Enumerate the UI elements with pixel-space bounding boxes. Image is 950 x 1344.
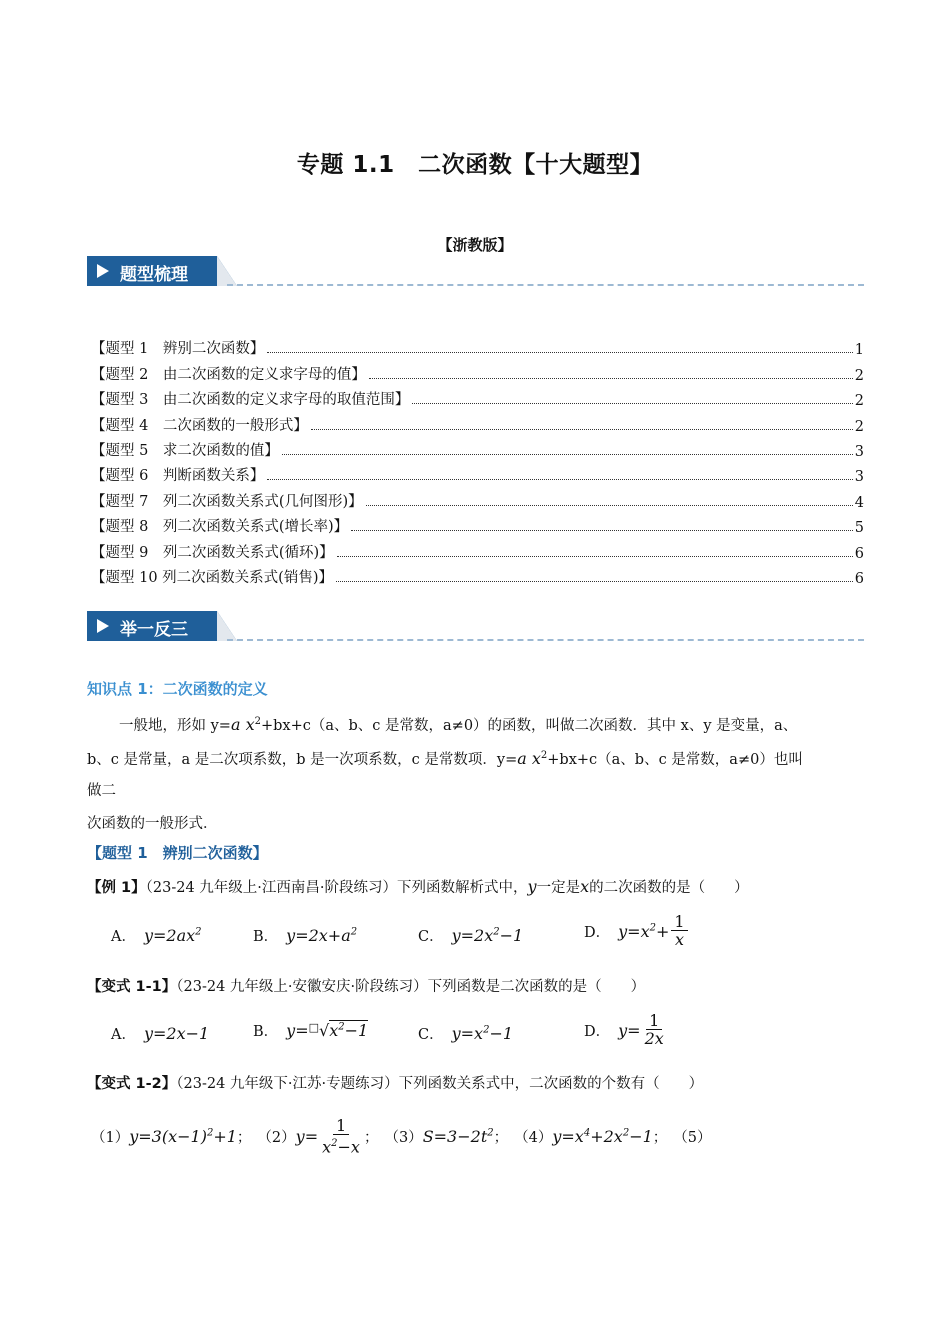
example1-option-b[interactable]: B． $y=2x+a^2$: [253, 926, 358, 945]
variant2-question: 【变式 1-2】（23-24 九年级下·江苏·专题练习）下列函数关系式中，二次函数的个数有（ ）: [87, 1076, 704, 1092]
toc-row[interactable]: [91, 485, 864, 510]
variant2-items: （1） $y=3(x-1)^2+1$ ； （2） y= $\frac{1}{x^2-x}$ ； （3） $S=3-2t^2$ ； （4） $y=x^4+2x^2-1$ ； （5）: [91, 1116, 712, 1157]
toc-row[interactable]: [91, 358, 864, 383]
type1-header: 【题型 1 辨别二次函数】: [87, 844, 268, 862]
toc-row[interactable]: [91, 333, 864, 358]
toc-page: 1: [854, 342, 864, 359]
toc-page: 6: [854, 570, 864, 587]
knowledge-point-heading: 知识点 1：二次函数的定义: [87, 680, 268, 698]
banner-label: 题型梳理: [120, 265, 188, 285]
definition-line-3: 做二: [87, 783, 116, 799]
variant1-option-a[interactable]: A． y=2x−1: [111, 1024, 210, 1043]
toc-page: 3: [854, 443, 864, 460]
variant1-option-d[interactable]: D． y= $\frac{1}{2x}$: [584, 1011, 664, 1048]
toc-row[interactable]: [91, 511, 864, 536]
definition-line-2: b、c 是常量，a 是二次项系数，b 是一次项系数，c 是常数项．y=a $x^2+bx+c(a$、b、c 是常数，a≠0）也叫: [87, 748, 803, 768]
toc-label: 【题型 2 由二次函数的定义求字母的值】: [91, 366, 366, 383]
toc-page: 2: [854, 367, 864, 384]
toc-row[interactable]: [91, 460, 864, 485]
example1-question: 【例 1】（23-24 九年级上·江西南昌·阶段练习）下列函数解析式中，y一定是x的二次函数的是（ ）: [87, 877, 749, 896]
toc-label: 【题型 3 由二次函数的定义求字母的取值范围】: [91, 392, 410, 409]
toc-row[interactable]: [91, 409, 864, 434]
play-icon: [97, 619, 109, 633]
toc-label: 【题型 6 判断函数关系】: [91, 468, 265, 485]
toc-label: 【题型 7 列二次函数关系式(几何图形)】: [91, 493, 363, 510]
edition-label: 【浙教版】: [437, 236, 513, 254]
variant1-option-c[interactable]: C． $y=x^2-1$: [418, 1024, 514, 1043]
toc-page: 6: [854, 545, 864, 562]
definition-line-4: 次函数的一般形式．: [87, 816, 218, 832]
section-banner-examples: [87, 611, 864, 643]
toc-label: 【题型 9 列二次函数关系式(循环)】: [91, 544, 334, 561]
variant1-option-b[interactable]: B． $y=^□√x^2-1$: [253, 1021, 369, 1040]
toc-row[interactable]: [91, 384, 864, 409]
toc-label: 【题型 1 辨别二次函数】: [91, 341, 265, 358]
toc-page: 5: [854, 520, 864, 537]
example1-option-c[interactable]: C． $y=2x^2-1$: [418, 926, 524, 945]
example1-option-d[interactable]: D． $y=x^2+$ $\frac{1}{x}$: [584, 914, 690, 948]
toc-label: 【题型 8 列二次函数关系式(增长率)】: [91, 519, 349, 536]
play-icon: [97, 264, 109, 278]
toc-label: 【题型 4 二次函数的一般形式】: [91, 417, 308, 434]
toc-page: 2: [854, 418, 864, 435]
definition-line-1: 一般地，形如 y=a $x^2+bx+c(a$、b、c 是常数，a≠0）的函数，叫做二次函数．其中 x、y 是变量，a、: [119, 714, 798, 734]
toc-row[interactable]: [91, 562, 864, 587]
page-title: 专题 1.1 二次函数【十大题型】: [296, 152, 654, 178]
table-of-contents: [91, 333, 864, 587]
toc-label: 【题型 10 列二次函数关系式(销售)】: [91, 569, 333, 586]
toc-row[interactable]: [91, 536, 864, 561]
example1-option-a[interactable]: A． $y=2ax^2$: [111, 926, 202, 945]
toc-label: 【题型 5 求二次函数的值】: [91, 442, 279, 459]
toc-page: 4: [854, 494, 864, 511]
toc-page: 2: [854, 393, 864, 410]
toc-page: 3: [854, 469, 864, 486]
banner-label: 举一反三: [120, 620, 188, 640]
variant1-question: 【变式 1-1】（23-24 九年级上·安徽安庆·阶段练习）下列函数是二次函数的是（ ）: [87, 979, 646, 995]
section-banner-toc: [87, 256, 864, 288]
toc-row[interactable]: [91, 435, 864, 460]
